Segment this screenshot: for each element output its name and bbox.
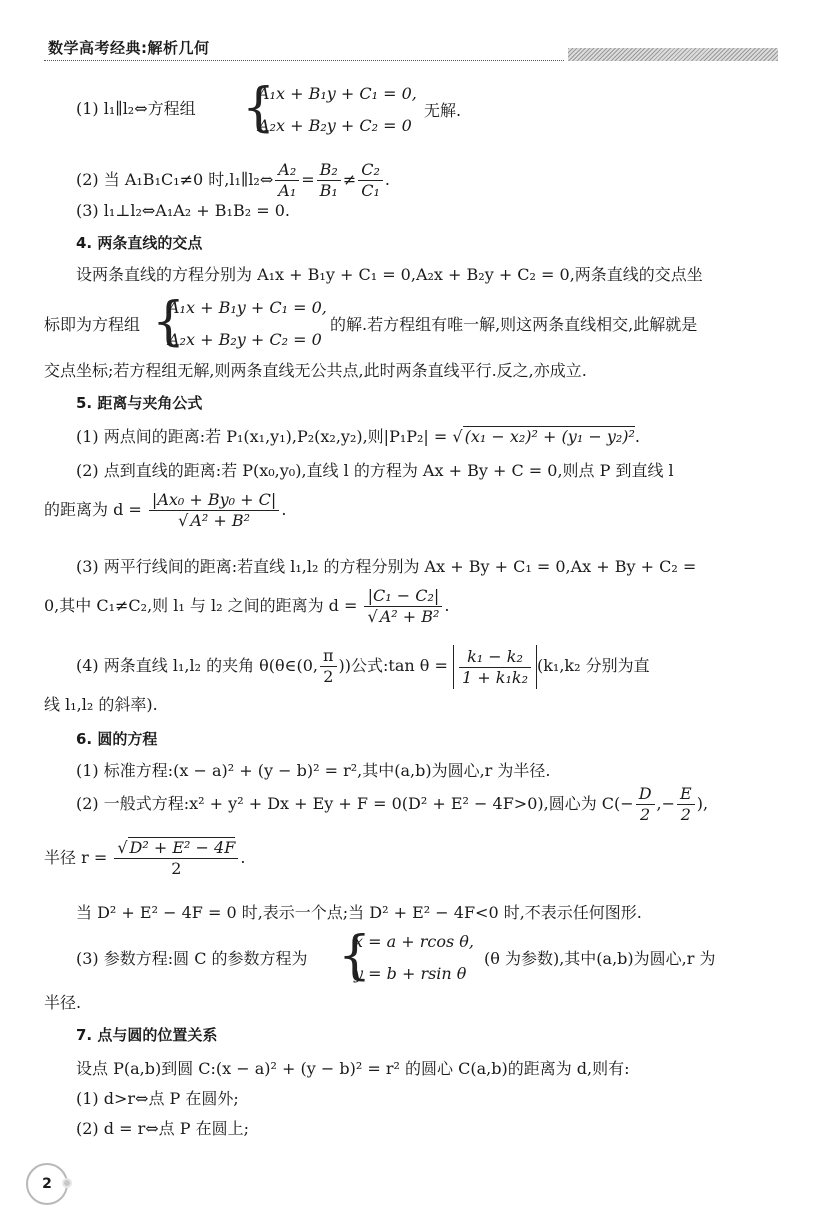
radius-fraction: $\frac{\text{√ D² + E² − 4F}}{2}$	[114, 838, 238, 879]
system-equation-2: A₂x + B₂y + C₂ = 0	[168, 330, 322, 349]
section-4-paragraph-line-1: 设两条直线的方程分别为 A₁x + B₁y + C₁ = 0,A₂x + B₂y + C₂ = 0,两条直线的交点坐	[76, 265, 703, 284]
fraction-b: $\frac{\text{B₂}}{\text{B₁}}$	[317, 160, 341, 201]
parallel-distance-fraction: $\frac{\text{|C₁ − C₂|}}{\text{√ A² + B²}}$	[364, 586, 442, 627]
circle-general-equation-line-1: (2) 一般式方程:x² + y² + Dx + Ey + F = 0(D² + E² − 4F>0),圆心为 C(− $\frac{D}{2}$ ,− $\frac{E}{2}$ ),	[76, 784, 709, 824]
system-equation-2: A₂x + B₂y + C₂ = 0	[258, 116, 412, 135]
point-line-distance-line-2: 的距离为 d = $\frac{\text{|Ax₀ + By₀ + C|}}{\text{√ A² + B²}}$ .	[44, 490, 287, 530]
parallel-lines-distance-line-2: 0,其中 C₁≠C₂,则 l₁ 与 l₂ 之间的距离为 d = $\frac{\text{|C₁ − C₂|}}{\text{√ A² + B²}}$ .	[44, 586, 450, 626]
section-4-paragraph-line-2b: 的解.若方程组有唯一解,则这两条直线相交,此解就是	[330, 315, 698, 334]
item-number: (1)	[76, 99, 99, 118]
page-number-dot	[62, 1178, 72, 1188]
ratio-condition-line: (2) 当 A₁B₁C₁≠0 时,l₁∥l₂⇔ $\frac{\text{A₂}}{\text{A₁}}$ = $\frac{\text{B₂}}{\text{B₁}}$ ≠ $\frac{\text{C₂}}{\text{C₁}}$ .	[76, 160, 390, 200]
angle-formula-line-1: (4) 两条直线 l₁,l₂ 的夹角 θ(θ∈(0, $\frac{\pi}{2}$ ))公式:tan θ = $\frac{\text{k₁ − k₂}}{\text{1 + k₁k₂}}$ (k₁,k₂ 分别为直	[76, 646, 650, 687]
section-heading-7: 7. 点与圆的位置关系	[76, 1026, 218, 1044]
perpendicular-condition: (3) l₁⊥l₂⇔A₁A₂ + B₁B₂ = 0.	[76, 201, 290, 220]
fraction-a: $\frac{\text{A₂}}{\text{A₁}}$	[275, 160, 299, 201]
circle-parametric-end: 半径.	[44, 993, 82, 1012]
section-4-paragraph-line-2a: 标即为方程组	[44, 315, 141, 334]
system-equation-1: A₁x + B₁y + C₁ = 0,	[258, 84, 417, 103]
ratio-condition-prefix: (2) 当 A₁B₁C₁≠0 时,l₁∥l₂⇔	[76, 170, 274, 189]
absolute-value-bars	[453, 645, 537, 689]
parallel-lines-distance-line-1: (3) 两平行线间的距离:若直线 l₁,l₂ 的方程分别为 Ax + By + C₁ = 0,Ax + By + C₂ =	[76, 557, 697, 576]
equation-system-2	[152, 292, 342, 352]
circle-radius-line: 半径 r = $\frac{\text{√ D² + E² − 4F}}{2}$ .	[44, 838, 246, 878]
d-half-fraction: $\frac{D}{2}$	[636, 784, 655, 825]
left-brace: {	[242, 78, 276, 138]
section-heading-5: 5. 距离与夹角公式	[76, 394, 203, 412]
point-circle-intro: 设点 P(a,b)到圆 C:(x − a)² + (y − b)² = r² 的圆心 C(a,b)的距离为 d,则有:	[76, 1059, 630, 1078]
e-half-fraction: $\frac{E}{2}$	[677, 784, 695, 825]
parallel-condition-text: l₁∥l₂⇔方程组	[103, 99, 196, 118]
left-brace: {	[338, 926, 372, 986]
page-number: 2	[26, 1163, 68, 1205]
no-solution-text: 无解.	[424, 101, 462, 120]
circle-standard-equation: (1) 标准方程:(x − a)² + (y − b)² = r²,其中(a,b)为圆心,r 为半径.	[76, 761, 551, 780]
section-heading-6: 6. 圆的方程	[76, 730, 158, 748]
point-line-distance-line-1: (2) 点到直线的距离:若 P(x₀,y₀),直线 l 的方程为 Ax + By + C = 0,则点 P 到直线 l	[76, 461, 674, 480]
angle-formula-line-2: 线 l₁,l₂ 的斜率).	[44, 695, 158, 714]
parametric-equation-y: y = b + rsin θ	[354, 964, 467, 983]
parametric-system	[338, 926, 488, 986]
distance-fraction: $\frac{\text{|Ax₀ + By₀ + C|}}{\text{√ A² + B²}}$	[149, 490, 279, 531]
parallel-condition-line	[76, 98, 196, 120]
header-dotted-rule	[44, 60, 564, 61]
point-outside-circle: (1) d>r⇔点 P 在圆外;	[76, 1089, 239, 1108]
circle-parametric-suffix: (θ 为参数),其中(a,b)为圆心,r 为	[484, 949, 716, 968]
point-on-circle: (2) d = r⇔点 P 在圆上;	[76, 1119, 249, 1138]
fraction-c: $\frac{\text{C₂}}{\text{C₁}}$	[358, 160, 383, 201]
circle-parametric-prefix: (3) 参数方程:圆 C 的参数方程为	[76, 949, 308, 968]
pi-half-fraction: $\frac{\pi}{2}$	[320, 646, 337, 687]
circle-degenerate-note: 当 D² + E² − 4F = 0 时,表示一个点;当 D² + E² − 4F<0 时,不表示任何图形.	[76, 903, 642, 922]
header-hatched-band	[568, 48, 778, 61]
page-header	[0, 0, 815, 70]
system-equation-1: A₁x + B₁y + C₁ = 0,	[168, 298, 327, 317]
distance-two-points: (1) 两点间的距离:若 P₁(x₁,y₁),P₂(x₂,y₂),则|P₁P₂| = √ (x₁ − x₂)² + (y₁ − y₂)².	[76, 427, 641, 446]
left-brace: {	[152, 292, 186, 352]
section-heading-4: 4. 两条直线的交点	[76, 234, 203, 252]
parametric-equation-x: x = a + rcos θ,	[354, 932, 474, 951]
header-title: 数学高考经典:解析几何	[48, 39, 210, 57]
section-4-paragraph-line-3: 交点坐标;若方程组无解,则两条直线无公共点,此时两条直线平行.反之,亦成立.	[44, 361, 587, 380]
slope-fraction: $\frac{\text{k₁ − k₂}}{\text{1 + k₁k₂}}$	[459, 647, 531, 688]
